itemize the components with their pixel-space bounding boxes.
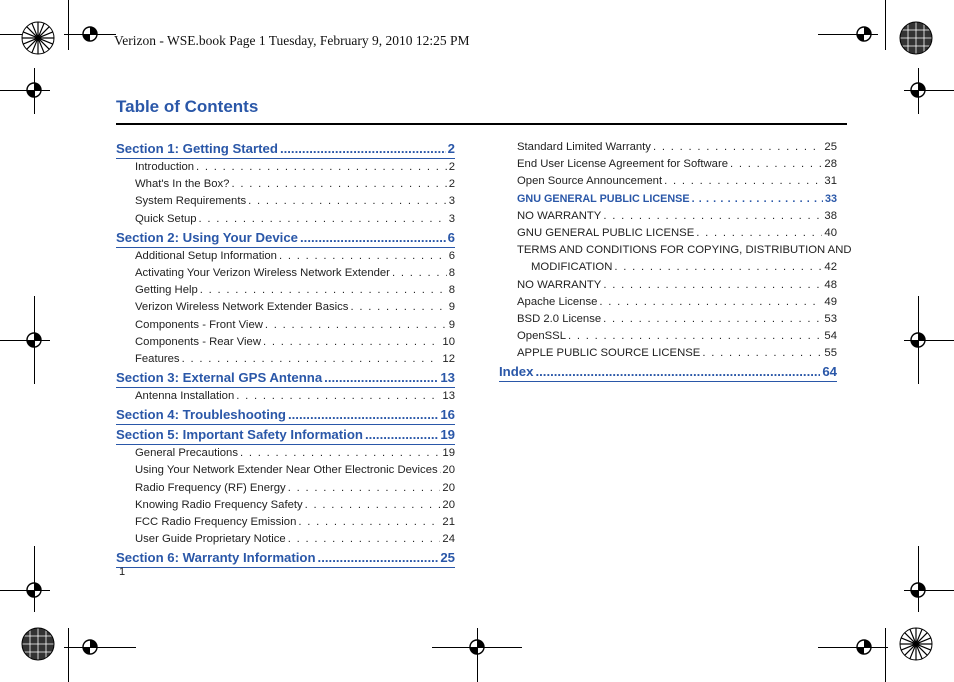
toc-entry[interactable]	[116, 317, 455, 334]
toc-page-number: 8	[448, 266, 455, 279]
toc-entry[interactable]	[116, 334, 455, 351]
toc-entry-label: General Precautions	[135, 447, 238, 460]
dot-leader	[200, 282, 447, 299]
toc-entry-label: Knowing Radio Frequency Safety	[135, 498, 303, 511]
starburst-target-icon	[21, 21, 55, 55]
toc-entry-label: NO WARRANTY	[517, 278, 602, 291]
dot-leader	[279, 248, 447, 265]
toc-entry[interactable]	[499, 277, 837, 294]
toc-section-link[interactable]	[116, 368, 455, 388]
toc-entry-label: Components - Front View	[135, 318, 263, 331]
toc-page-number: 12	[442, 352, 455, 365]
toc-page-number: 13	[442, 390, 455, 403]
crop-mark	[818, 647, 888, 648]
toc-page-number: 9	[448, 301, 455, 314]
toc-entry-label: Index	[499, 364, 534, 380]
registration-mark-icon	[908, 330, 928, 350]
toc-right-column	[499, 139, 852, 382]
toc-page-number: 19	[440, 427, 455, 443]
toc-entry[interactable]	[116, 480, 455, 497]
toc-section-link[interactable]	[116, 139, 455, 159]
dot-leader	[288, 531, 441, 548]
toc-page-number: 42	[824, 261, 837, 274]
toc-entry-label: NO WARRANTY	[517, 209, 602, 222]
toc-entry[interactable]	[116, 299, 455, 316]
dot-leader	[603, 311, 822, 328]
toc-page-number: 2	[447, 141, 455, 156]
dot-leader	[350, 299, 446, 316]
toc-entry[interactable]	[116, 514, 455, 531]
toc-entry-label: Introduction	[135, 161, 195, 173]
starburst-target-icon	[899, 627, 933, 661]
toc-entry-label: MODIFICATION	[531, 261, 613, 274]
toc-entry[interactable]	[116, 282, 455, 299]
toc-page-number: 49	[824, 295, 837, 308]
toc-entry-label: System Requirements	[135, 195, 247, 208]
toc-entry-label: GNU GENERAL PUBLIC LICENSE	[517, 226, 695, 239]
toc-entry-label: Radio Frequency (RF) Energy	[135, 481, 286, 494]
toc-entry-label: Antenna Installation	[135, 390, 235, 403]
toc-entry-label: Section 6: Warranty Information	[116, 550, 316, 566]
dot-leader	[614, 259, 822, 276]
toc-entry[interactable]	[116, 462, 455, 479]
toc-entry[interactable]	[116, 248, 455, 265]
toc-entry-label: User Guide Proprietary Notice	[135, 533, 286, 546]
dot-leader	[702, 345, 822, 362]
crop-mark	[64, 647, 136, 648]
checker-target-icon	[21, 627, 55, 661]
dot-leader	[365, 425, 438, 444]
dot-leader	[653, 139, 822, 156]
toc-page-number: 16	[440, 407, 455, 423]
registration-mark-icon	[467, 637, 487, 657]
toc-entry[interactable]	[116, 351, 455, 368]
dot-leader	[263, 334, 440, 351]
toc-section-link[interactable]	[116, 425, 455, 445]
toc-page-number: 40	[824, 226, 837, 239]
dot-leader	[535, 362, 820, 381]
toc-entry[interactable]	[116, 193, 455, 210]
toc-page-number: 20	[442, 481, 455, 494]
crop-mark	[885, 0, 886, 50]
toc-entry-label: Quick Setup	[135, 212, 197, 225]
dot-leader	[236, 388, 440, 405]
toc-page-number: 2	[448, 178, 455, 191]
dot-leader	[298, 514, 440, 531]
registration-mark-icon	[24, 80, 44, 100]
toc-page-number: 10	[442, 335, 455, 348]
toc-page-number: 19	[442, 447, 455, 460]
toc-entry-label: Features	[135, 352, 180, 365]
dot-leader	[280, 139, 446, 158]
registration-mark-icon	[854, 24, 874, 44]
dot-leader	[664, 173, 822, 190]
toc-entry[interactable]	[499, 156, 837, 173]
toc-left-column	[116, 139, 455, 568]
page-title: Table of Contents	[116, 97, 259, 116]
toc-entry[interactable]	[499, 242, 852, 259]
toc-entry[interactable]	[499, 139, 837, 156]
registration-mark-icon	[908, 80, 928, 100]
dot-leader	[318, 548, 439, 567]
toc-page-number: 2	[448, 161, 455, 173]
toc-entry-label: Section 2: Using Your Device	[116, 229, 298, 245]
toc-entry-label: Using Your Network Extender Near Other Electronic Devices	[135, 464, 438, 477]
toc-page-number: 38	[824, 209, 837, 222]
crop-mark	[918, 546, 919, 612]
toc-entry-label: Section 4: Troubleshooting	[116, 407, 286, 423]
toc-entry[interactable]	[499, 208, 837, 225]
toc-page-number: 20	[442, 464, 455, 477]
toc-page-number: 28	[824, 158, 837, 171]
toc-entry[interactable]	[116, 176, 455, 193]
toc-entry-label: Section 3: External GPS Antenna	[116, 370, 323, 386]
dot-leader	[603, 277, 822, 294]
toc-page-number: 53	[824, 312, 837, 325]
toc-entry[interactable]	[499, 225, 837, 242]
dot-leader	[196, 159, 447, 176]
dot-leader	[392, 265, 447, 282]
toc-page-number: 9	[448, 318, 455, 331]
toc-entry-label: Open Source Announcement	[517, 175, 663, 188]
dot-leader	[300, 228, 446, 247]
toc-entry-label: Section 5: Important Safety Information	[116, 427, 363, 443]
dot-leader	[730, 156, 822, 173]
toc-entry-label: FCC Radio Frequency Emission	[135, 516, 297, 528]
toc-entry-label: OpenSSL	[517, 330, 566, 343]
toc-entry-label: Components - Rear View	[135, 335, 261, 348]
dot-leader	[568, 328, 822, 345]
toc-entry-label: Section 1: Getting Started	[116, 141, 278, 156]
toc-page-number: 25	[440, 550, 455, 566]
checker-target-icon	[899, 21, 933, 55]
toc-entry[interactable]	[499, 328, 837, 345]
dot-leader	[231, 176, 446, 193]
toc-entry-label: Standard Limited Warranty	[517, 141, 651, 153]
toc-entry[interactable]	[116, 531, 455, 548]
toc-entry-label: Additional Setup Information	[135, 249, 277, 262]
toc-index-link[interactable]	[499, 362, 837, 382]
print-header: Verizon - WSE.book Page 1 Tuesday, February 9, 2010 12:25 PM	[114, 33, 470, 48]
toc-entry[interactable]	[116, 265, 455, 282]
registration-mark-icon	[24, 580, 44, 600]
toc-entry[interactable]	[499, 191, 837, 208]
dot-leader	[288, 480, 441, 497]
dot-leader	[692, 191, 823, 208]
toc-entry[interactable]	[499, 259, 837, 276]
toc-entry-label: Verizon Wireless Network Extender Basics	[135, 301, 349, 314]
toc-section-link[interactable]	[116, 228, 455, 248]
toc-page-number: 13	[440, 370, 455, 386]
toc-entry-label: End User License Agreement for Software	[517, 158, 728, 171]
toc-entry-label: GNU GENERAL PUBLIC LICENSE	[517, 192, 690, 205]
toc-entry-label: Activating Your Verizon Wireless Network Extender	[135, 266, 390, 279]
crop-mark	[34, 546, 35, 612]
toc-entry[interactable]	[116, 159, 455, 176]
registration-mark-icon	[854, 637, 874, 657]
dot-leader	[248, 193, 447, 210]
dot-leader	[288, 405, 438, 424]
toc-page-number: 6	[447, 229, 455, 245]
toc-page-number: 33	[824, 192, 837, 205]
toc-entry-label: TERMS AND CONDITIONS FOR COPYING, DISTRIBUTION AND	[517, 244, 852, 257]
dot-leader	[603, 208, 822, 225]
toc-page-number: 31	[824, 175, 837, 188]
toc-page-number: 6	[448, 249, 455, 262]
dot-leader	[599, 294, 822, 311]
toc-entry[interactable]	[499, 345, 837, 362]
registration-mark-icon	[80, 637, 100, 657]
crop-mark	[68, 0, 69, 50]
crop-mark	[885, 628, 886, 682]
toc-page-number: 3	[448, 195, 455, 208]
dot-leader	[696, 225, 822, 242]
toc-entry-label: BSD 2.0 License	[517, 312, 602, 325]
registration-mark-icon	[908, 580, 928, 600]
dot-leader	[199, 211, 447, 228]
dot-leader	[265, 317, 447, 334]
toc-entry[interactable]	[499, 311, 837, 328]
dot-leader	[324, 368, 438, 387]
toc-entry[interactable]	[116, 211, 455, 228]
registration-mark-icon	[80, 24, 100, 44]
toc-entry-label: APPLE PUBLIC SOURCE LICENSE	[517, 347, 701, 360]
toc-section-link[interactable]	[116, 548, 455, 568]
toc-entry[interactable]	[499, 173, 837, 190]
registration-mark-icon	[24, 330, 44, 350]
title-rule	[116, 123, 847, 125]
toc-page-number: 48	[824, 278, 837, 291]
toc-entry-label: What's In the Box?	[135, 178, 230, 191]
toc-page-number: 55	[824, 347, 837, 360]
dot-leader	[440, 462, 441, 479]
toc-entry[interactable]	[116, 445, 455, 462]
toc-page-number: 54	[824, 330, 837, 343]
toc-entry-label: Getting Help	[135, 284, 198, 297]
page-number: 1	[119, 566, 126, 578]
dot-leader	[182, 351, 441, 368]
toc-entry[interactable]	[116, 388, 455, 405]
toc-page-number: 21	[442, 516, 455, 528]
dot-leader	[240, 445, 440, 462]
toc-page-number: 20	[442, 498, 455, 511]
toc-entry-label: Apache License	[517, 295, 598, 308]
toc-page-number: 25	[824, 141, 837, 153]
toc-entry[interactable]	[116, 497, 455, 514]
crop-mark	[68, 628, 69, 682]
toc-page-number: 64	[822, 364, 837, 380]
toc-page-number: 24	[442, 533, 455, 546]
toc-entry[interactable]	[499, 294, 837, 311]
toc-page-number: 8	[448, 284, 455, 297]
toc-page-number: 3	[448, 212, 455, 225]
toc-section-link[interactable]	[116, 405, 455, 425]
dot-leader	[305, 497, 441, 514]
